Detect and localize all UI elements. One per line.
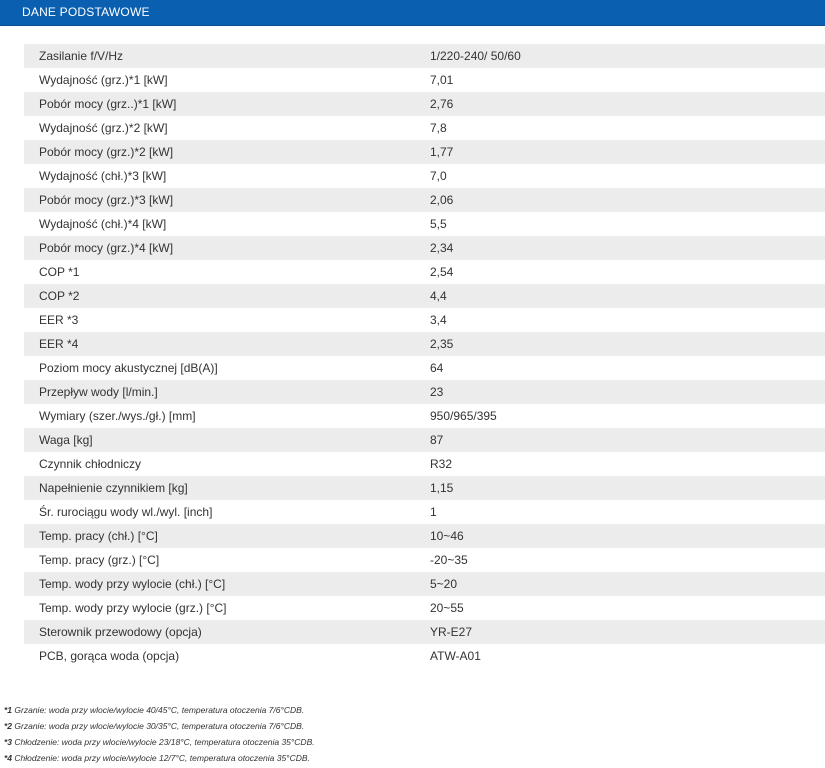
footnote-mark: *1 [4, 705, 13, 715]
spec-value: 3,4 [430, 313, 447, 327]
spec-label: Przepływ wody [l/min.] [39, 385, 158, 399]
spec-value: 1,77 [430, 145, 454, 159]
spec-value: ATW-A01 [430, 649, 481, 663]
spec-value: -20~35 [430, 553, 468, 567]
table-row [24, 428, 825, 452]
spec-value: 7,01 [430, 73, 454, 87]
spec-label: Pobór mocy (grz.)*3 [kW] [39, 193, 174, 207]
spec-value: 64 [430, 361, 444, 375]
footnote-mark: *4 [4, 753, 13, 763]
table-row [24, 140, 825, 164]
spec-label: Pobór mocy (grz.)*4 [kW] [39, 241, 174, 255]
spec-label: Napełnienie czynnikiem [kg] [39, 481, 188, 495]
table-row [24, 212, 825, 236]
spec-value: 7,0 [430, 169, 447, 183]
table-row [24, 236, 825, 260]
table-row [24, 164, 825, 188]
footnote-text: Grzanie: woda przy wlocie/wylocie 30/35°C, temperatura otoczenia 7/6°CDB. [12, 721, 305, 731]
table-row [24, 116, 825, 140]
table-row [24, 500, 825, 524]
spec-label: PCB, gorąca woda (opcja) [39, 649, 180, 663]
spec-label: Temp. pracy (grz.) [°C] [39, 553, 160, 567]
table-row [24, 644, 825, 668]
spec-label: EER *3 [39, 313, 79, 327]
spec-value: 2,34 [430, 241, 454, 255]
table-row [24, 572, 825, 596]
spec-value: 2,06 [430, 193, 454, 207]
spec-table [24, 44, 825, 668]
spec-label: Pobór mocy (grz.)*2 [kW] [39, 145, 174, 159]
table-row [24, 332, 825, 356]
footnote [4, 750, 315, 766]
table-row [24, 548, 825, 572]
footnote-text: Chłodzenie: woda przy wlocie/wylocie 23/18°C, temperatura otoczenia 35°CDB. [12, 737, 315, 747]
spec-value: 4,4 [430, 289, 447, 303]
table-row [24, 260, 825, 284]
spec-value: 1/220-240/ 50/60 [430, 49, 521, 63]
spec-label: Temp. wody przy wylocie (grz.) [°C] [39, 601, 227, 615]
spec-label: Zasilanie f/V/Hz [39, 49, 124, 63]
spec-value: 2,76 [430, 97, 454, 111]
table-row [24, 308, 825, 332]
spec-value: YR-E27 [430, 625, 473, 639]
section-header [0, 0, 825, 26]
spec-label: Temp. pracy (chł.) [°C] [39, 529, 158, 543]
table-row [24, 596, 825, 620]
table-row [24, 524, 825, 548]
footnote-mark: *3 [4, 737, 13, 747]
table-row [24, 620, 825, 644]
footnote [4, 702, 315, 718]
spec-label: Wydajność (grz.)*2 [kW] [39, 121, 168, 135]
table-row [24, 92, 825, 116]
table-row [24, 44, 825, 68]
table-row [24, 476, 825, 500]
footnote [4, 718, 315, 734]
table-row [24, 380, 825, 404]
spec-value: 2,54 [430, 265, 454, 279]
footnotes [4, 702, 315, 766]
spec-value: 1,15 [430, 481, 454, 495]
spec-label: Śr. rurociągu wody wl./wyl. [inch] [39, 505, 213, 519]
spec-value: 10~46 [430, 529, 464, 543]
spec-label: EER *4 [39, 337, 79, 351]
table-row [24, 356, 825, 380]
spec-label: COP *2 [39, 289, 80, 303]
footnote [4, 734, 315, 750]
table-row [24, 452, 825, 476]
spec-label: Poziom mocy akustycznej [dB(A)] [39, 361, 218, 375]
spec-label: Wydajność (chł.)*3 [kW] [39, 169, 167, 183]
table-row [24, 188, 825, 212]
spec-label: COP *1 [39, 265, 80, 279]
section-title: DANE PODSTAWOWE [22, 5, 150, 19]
spec-label: Waga [kg] [39, 433, 93, 447]
spec-label: Temp. wody przy wylocie (chł.) [°C] [39, 577, 226, 591]
spec-label: Wydajność (chł.)*4 [kW] [39, 217, 167, 231]
table-row [24, 68, 825, 92]
spec-value: 20~55 [430, 601, 464, 615]
spec-label: Sterownik przewodowy (opcja) [39, 625, 202, 639]
spec-value: 5~20 [430, 577, 458, 591]
table-row [24, 284, 825, 308]
spec-value: 950/965/395 [430, 409, 497, 423]
footnote-text: Chłodzenie: woda przy wlocie/wylocie 12/7°C, temperatura otoczenia 35°CDB. [12, 753, 310, 763]
spec-label: Wydajność (grz.)*1 [kW] [39, 73, 168, 87]
spec-value: 1 [430, 505, 437, 519]
spec-value: 7,8 [430, 121, 447, 135]
spec-value: 2,35 [430, 337, 454, 351]
spec-value: 23 [430, 385, 444, 399]
footnote-mark: *2 [4, 721, 13, 731]
table-row [24, 404, 825, 428]
footnote-text: Grzanie: woda przy wlocie/wylocie 40/45°C, temperatura otoczenia 7/6°CDB. [12, 705, 305, 715]
spec-label: Czynnik chłodniczy [39, 457, 142, 471]
spec-value: 87 [430, 433, 444, 447]
spec-label: Pobór mocy (grz..)*1 [kW] [39, 97, 177, 111]
spec-value: R32 [430, 457, 453, 471]
spec-label: Wymiary (szer./wys./gł.) [mm] [39, 409, 196, 423]
spec-value: 5,5 [430, 217, 447, 231]
